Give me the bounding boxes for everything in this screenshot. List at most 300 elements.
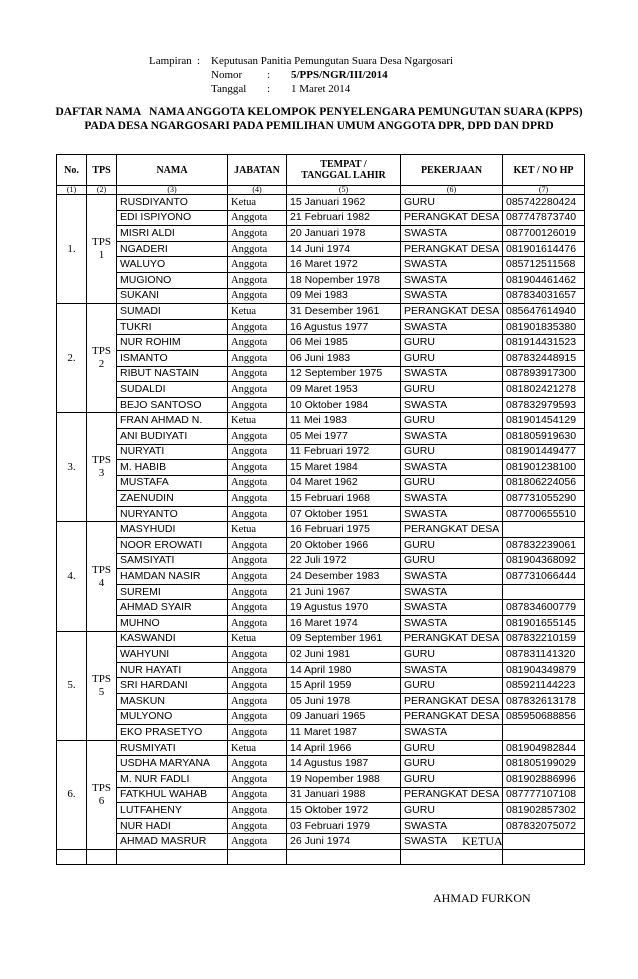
header-tempat: TEMPAT / bbox=[320, 159, 367, 170]
member-name: ISMANTO bbox=[117, 350, 228, 366]
table-row bbox=[57, 195, 585, 211]
member-pekerjaan: SWASTA bbox=[401, 460, 503, 476]
member-phone bbox=[503, 522, 585, 538]
member-pekerjaan: SWASTA bbox=[401, 569, 503, 585]
member-phone bbox=[503, 584, 585, 600]
member-pekerjaan: PERANGKAT DESA bbox=[401, 631, 503, 647]
signature-role: KETUA bbox=[462, 834, 503, 848]
member-birth: 24 Desember 1983 bbox=[287, 569, 401, 585]
table-row bbox=[57, 662, 585, 678]
member-name: SAMSIYATI bbox=[117, 553, 228, 569]
header-tanggal-lahir: TANGGAL LAHIR bbox=[301, 170, 386, 181]
member-name: AHMAD MASRUR bbox=[117, 834, 228, 850]
member-name: WALUYO bbox=[117, 257, 228, 273]
member-birth: 05 Juni 1978 bbox=[287, 694, 401, 710]
member-birth: 05 Mei 1977 bbox=[287, 428, 401, 444]
member-name: MISRI ALDI bbox=[117, 226, 228, 242]
table-row bbox=[57, 678, 585, 694]
member-jabatan: Anggota bbox=[228, 428, 287, 444]
member-jabatan: Anggota bbox=[228, 366, 287, 382]
tps-cell bbox=[87, 413, 117, 522]
member-phone: 081901655145 bbox=[503, 616, 585, 632]
tanggal-value: 1 Maret 2014 bbox=[291, 83, 351, 95]
member-birth: 06 Mei 1985 bbox=[287, 335, 401, 351]
empty-cell bbox=[117, 849, 228, 864]
table-row bbox=[57, 740, 585, 756]
table-body bbox=[57, 195, 585, 865]
member-jabatan: Ketua bbox=[228, 195, 287, 211]
member-birth: 09 Mei 1983 bbox=[287, 288, 401, 304]
header-tps: TPS bbox=[87, 155, 117, 186]
member-phone: 081901449477 bbox=[503, 444, 585, 460]
group-number: 6. bbox=[57, 740, 87, 849]
member-jabatan: Anggota bbox=[228, 662, 287, 678]
table-row bbox=[57, 272, 585, 288]
member-pekerjaan: PERANGKAT DESA bbox=[401, 241, 503, 257]
table-row bbox=[57, 428, 585, 444]
heading-line-2: PADA DESA NGARGOSARI PADA PEMILIHAN UMUM ANGGOTA DPR, DPD DAN DPRD bbox=[84, 120, 554, 132]
member-pekerjaan: SWASTA bbox=[401, 366, 503, 382]
member-phone: 087832075072 bbox=[503, 818, 585, 834]
table-row bbox=[57, 803, 585, 819]
table-row bbox=[57, 756, 585, 772]
member-jabatan: Anggota bbox=[228, 818, 287, 834]
lampiran-colon: : bbox=[197, 55, 201, 67]
member-name: FATKHUL WAHAB bbox=[117, 787, 228, 803]
table-row bbox=[57, 600, 585, 616]
table-row bbox=[57, 491, 585, 507]
member-phone: 081802421278 bbox=[503, 382, 585, 398]
table-row bbox=[57, 335, 585, 351]
member-birth: 16 Maret 1972 bbox=[287, 257, 401, 273]
member-phone: 081901454129 bbox=[503, 413, 585, 429]
member-jabatan: Anggota bbox=[228, 382, 287, 398]
tps-number: 5 bbox=[98, 685, 105, 698]
member-phone: 085950688856 bbox=[503, 709, 585, 725]
member-birth: 02 Juni 1981 bbox=[287, 647, 401, 663]
member-pekerjaan: PERANGKAT DESA bbox=[401, 522, 503, 538]
member-name: M. HABIB bbox=[117, 460, 228, 476]
member-phone: 087747873740 bbox=[503, 210, 585, 226]
member-birth: 11 Februari 1972 bbox=[287, 444, 401, 460]
member-name: KASWANDI bbox=[117, 631, 228, 647]
col-num-4: (4) bbox=[228, 186, 287, 195]
member-pekerjaan: SWASTA bbox=[401, 662, 503, 678]
tps-number: 2 bbox=[98, 358, 105, 371]
member-pekerjaan: PERANGKAT DESA bbox=[401, 787, 503, 803]
member-jabatan: Ketua bbox=[228, 740, 287, 756]
table-row bbox=[57, 631, 585, 647]
member-jabatan: Anggota bbox=[228, 725, 287, 741]
header-tempat-tanggal-lahir bbox=[287, 155, 401, 186]
tps-label: TPS bbox=[92, 454, 111, 467]
table-row bbox=[57, 584, 585, 600]
member-phone: 081904368092 bbox=[503, 553, 585, 569]
table-row bbox=[57, 553, 585, 569]
member-phone: 081901835380 bbox=[503, 319, 585, 335]
member-name: MASKUN bbox=[117, 694, 228, 710]
table-row bbox=[57, 304, 585, 320]
member-pekerjaan: PERANGKAT DESA bbox=[401, 709, 503, 725]
table-row bbox=[57, 647, 585, 663]
member-jabatan: Anggota bbox=[228, 569, 287, 585]
member-phone: 087831141320 bbox=[503, 647, 585, 663]
member-name: NUR ROHIM bbox=[117, 335, 228, 351]
member-jabatan: Anggota bbox=[228, 694, 287, 710]
table-row bbox=[57, 397, 585, 413]
member-birth: 16 Agustus 1977 bbox=[287, 319, 401, 335]
member-name: NOOR EROWATI bbox=[117, 538, 228, 554]
member-jabatan: Anggota bbox=[228, 771, 287, 787]
member-jabatan: Anggota bbox=[228, 803, 287, 819]
table-row bbox=[57, 319, 585, 335]
col-num-6: (6) bbox=[401, 186, 503, 195]
tanggal-colon: : bbox=[267, 83, 271, 95]
header-ket-no-hp: KET / NO HP bbox=[503, 155, 585, 186]
member-jabatan: Anggota bbox=[228, 460, 287, 476]
col-num-1: (1) bbox=[57, 186, 87, 195]
member-jabatan: Anggota bbox=[228, 787, 287, 803]
member-jabatan: Anggota bbox=[228, 584, 287, 600]
tps-cell bbox=[87, 740, 117, 849]
member-birth: 14 April 1980 bbox=[287, 662, 401, 678]
member-pekerjaan: PERANGKAT DESA bbox=[401, 210, 503, 226]
member-phone: 087700126019 bbox=[503, 226, 585, 242]
tps-label: TPS bbox=[92, 345, 111, 358]
table-row bbox=[57, 257, 585, 273]
member-jabatan: Anggota bbox=[228, 491, 287, 507]
member-jabatan: Anggota bbox=[228, 257, 287, 273]
member-jabatan: Anggota bbox=[228, 210, 287, 226]
tps-number: 3 bbox=[98, 467, 105, 480]
member-jabatan: Anggota bbox=[228, 553, 287, 569]
member-pekerjaan: SWASTA bbox=[401, 319, 503, 335]
member-pekerjaan: SWASTA bbox=[401, 288, 503, 304]
member-name: NUR HAYATI bbox=[117, 662, 228, 678]
empty-row bbox=[57, 849, 585, 864]
nomor-label: Nomor bbox=[211, 69, 243, 81]
member-pekerjaan: GURU bbox=[401, 350, 503, 366]
member-phone: 087832613178 bbox=[503, 694, 585, 710]
table-row bbox=[57, 366, 585, 382]
nomor-value: 5/PPS/NGR/III/2014 bbox=[291, 69, 388, 81]
member-phone: 087832448915 bbox=[503, 350, 585, 366]
member-pekerjaan: SWASTA bbox=[401, 616, 503, 632]
member-name: MASYHUDI bbox=[117, 522, 228, 538]
member-phone: 081805919630 bbox=[503, 428, 585, 444]
member-pekerjaan: SWASTA bbox=[401, 226, 503, 242]
member-pekerjaan: GURU bbox=[401, 803, 503, 819]
table-row bbox=[57, 460, 585, 476]
member-jabatan: Anggota bbox=[228, 538, 287, 554]
member-birth: 26 Juni 1974 bbox=[287, 834, 401, 850]
member-name: ZAENUDIN bbox=[117, 491, 228, 507]
member-pekerjaan: SWASTA bbox=[401, 397, 503, 413]
member-birth: 07 Oktober 1951 bbox=[287, 506, 401, 522]
tps-label: TPS bbox=[92, 781, 111, 794]
member-phone: 081901238100 bbox=[503, 460, 585, 476]
group-number: 1. bbox=[57, 195, 87, 304]
table-row bbox=[57, 787, 585, 803]
member-phone: 085712511568 bbox=[503, 257, 585, 273]
member-phone: 087832210159 bbox=[503, 631, 585, 647]
tps-cell bbox=[87, 195, 117, 304]
member-pekerjaan: SWASTA bbox=[401, 600, 503, 616]
empty-cell bbox=[287, 849, 401, 864]
empty-cell bbox=[87, 849, 117, 864]
table-row bbox=[57, 538, 585, 554]
member-birth: 22 Juli 1972 bbox=[287, 553, 401, 569]
member-pekerjaan: PERANGKAT DESA bbox=[401, 694, 503, 710]
member-birth: 10 Oktober 1984 bbox=[287, 397, 401, 413]
member-jabatan: Anggota bbox=[228, 272, 287, 288]
member-phone: 087731055290 bbox=[503, 491, 585, 507]
tps-cell bbox=[87, 304, 117, 413]
member-pekerjaan: SWASTA bbox=[401, 584, 503, 600]
empty-cell bbox=[401, 849, 503, 864]
member-birth: 31 Desember 1961 bbox=[287, 304, 401, 320]
member-jabatan: Anggota bbox=[228, 226, 287, 242]
empty-cell bbox=[503, 849, 585, 864]
table-row bbox=[57, 771, 585, 787]
member-name: NURYANTO bbox=[117, 506, 228, 522]
member-birth: 15 Januari 1962 bbox=[287, 195, 401, 211]
member-name: MUHNO bbox=[117, 616, 228, 632]
table-row bbox=[57, 413, 585, 429]
member-pekerjaan: GURU bbox=[401, 195, 503, 211]
lampiran-label: Lampiran bbox=[149, 55, 192, 67]
member-phone: 081914431523 bbox=[503, 335, 585, 351]
member-name: MUGIONO bbox=[117, 272, 228, 288]
table-row bbox=[57, 288, 585, 304]
member-name: RIBUT NASTAIN bbox=[117, 366, 228, 382]
table-row bbox=[57, 725, 585, 741]
lampiran-block bbox=[149, 54, 453, 96]
member-phone: 081902857302 bbox=[503, 803, 585, 819]
kpps-table bbox=[56, 154, 585, 865]
table-row bbox=[57, 382, 585, 398]
member-phone: 085647614940 bbox=[503, 304, 585, 320]
member-name: SUDALDI bbox=[117, 382, 228, 398]
col-num-7: (7) bbox=[503, 186, 585, 195]
group-number: 5. bbox=[57, 631, 87, 740]
member-phone: 087893917300 bbox=[503, 366, 585, 382]
table-row bbox=[57, 210, 585, 226]
col-num-2: (2) bbox=[87, 186, 117, 195]
member-name: USDHA MARYANA bbox=[117, 756, 228, 772]
member-birth: 15 April 1959 bbox=[287, 678, 401, 694]
member-name: SUMADI bbox=[117, 304, 228, 320]
col-num-3: (3) bbox=[117, 186, 228, 195]
member-name: EDI ISPIYONO bbox=[117, 210, 228, 226]
tps-number: 4 bbox=[98, 576, 105, 589]
table-row bbox=[57, 522, 585, 538]
header-pekerjaan: PEKERJAAN bbox=[401, 155, 503, 186]
table-row bbox=[57, 694, 585, 710]
member-birth: 04 Maret 1962 bbox=[287, 475, 401, 491]
member-birth: 20 Januari 1978 bbox=[287, 226, 401, 242]
member-name: LUTFAHENY bbox=[117, 803, 228, 819]
empty-cell bbox=[57, 849, 87, 864]
member-name: SUKANI bbox=[117, 288, 228, 304]
tps-cell bbox=[87, 522, 117, 631]
table-row bbox=[57, 475, 585, 491]
header-nama: NAMA bbox=[117, 155, 228, 186]
member-phone: 085742280424 bbox=[503, 195, 585, 211]
table-row bbox=[57, 506, 585, 522]
member-pekerjaan: GURU bbox=[401, 553, 503, 569]
document-heading bbox=[0, 105, 638, 133]
table-row bbox=[57, 226, 585, 242]
table-row bbox=[57, 834, 585, 850]
member-pekerjaan: GURU bbox=[401, 647, 503, 663]
member-birth: 14 Juni 1974 bbox=[287, 241, 401, 257]
tps-number: 6 bbox=[98, 794, 105, 807]
member-birth: 12 September 1975 bbox=[287, 366, 401, 382]
member-birth: 21 Juni 1967 bbox=[287, 584, 401, 600]
member-name: RUSMIYATI bbox=[117, 740, 228, 756]
member-phone: 081904349879 bbox=[503, 662, 585, 678]
member-pekerjaan: SWASTA bbox=[401, 725, 503, 741]
member-name: ANI BUDIYATI bbox=[117, 428, 228, 444]
member-birth: 31 Januari 1988 bbox=[287, 787, 401, 803]
member-name: RUSDIYANTO bbox=[117, 195, 228, 211]
tps-cell bbox=[87, 631, 117, 740]
member-name: AHMAD SYAIR bbox=[117, 600, 228, 616]
member-birth: 15 Oktober 1972 bbox=[287, 803, 401, 819]
member-name: MUSTAFA bbox=[117, 475, 228, 491]
member-name: NGADERI bbox=[117, 241, 228, 257]
member-pekerjaan: GURU bbox=[401, 756, 503, 772]
member-jabatan: Anggota bbox=[228, 444, 287, 460]
member-pekerjaan: SWASTA bbox=[401, 272, 503, 288]
member-jabatan: Ketua bbox=[228, 631, 287, 647]
member-birth: 16 Maret 1974 bbox=[287, 616, 401, 632]
member-birth: 14 April 1966 bbox=[287, 740, 401, 756]
member-birth: 18 Nopember 1978 bbox=[287, 272, 401, 288]
member-jabatan: Ketua bbox=[228, 304, 287, 320]
member-birth: 09 September 1961 bbox=[287, 631, 401, 647]
table-row bbox=[57, 818, 585, 834]
table-row bbox=[57, 616, 585, 632]
member-jabatan: Anggota bbox=[228, 506, 287, 522]
member-name: MULYONO bbox=[117, 709, 228, 725]
member-pekerjaan: GURU bbox=[401, 771, 503, 787]
member-jabatan: Anggota bbox=[228, 600, 287, 616]
member-phone: 087832979593 bbox=[503, 397, 585, 413]
tps-label: TPS bbox=[92, 672, 111, 685]
group-number: 2. bbox=[57, 304, 87, 413]
member-phone: 081806224056 bbox=[503, 475, 585, 491]
member-birth: 16 Februari 1975 bbox=[287, 522, 401, 538]
member-phone: 087777107108 bbox=[503, 787, 585, 803]
member-jabatan: Anggota bbox=[228, 616, 287, 632]
empty-cell bbox=[228, 849, 287, 864]
member-jabatan: Anggota bbox=[228, 756, 287, 772]
member-birth: 15 Maret 1984 bbox=[287, 460, 401, 476]
member-pekerjaan: PERANGKAT DESA bbox=[401, 304, 503, 320]
member-phone: 087700655510 bbox=[503, 506, 585, 522]
col-num-5: (5) bbox=[287, 186, 401, 195]
member-jabatan: Anggota bbox=[228, 709, 287, 725]
tps-label: TPS bbox=[92, 563, 111, 576]
member-pekerjaan: SWASTA bbox=[401, 491, 503, 507]
tanggal-label: Tanggal bbox=[211, 83, 247, 95]
member-pekerjaan: SWASTA bbox=[401, 818, 503, 834]
member-name: WAHYUNI bbox=[117, 647, 228, 663]
member-name: SRI HARDANI bbox=[117, 678, 228, 694]
member-name: NURYATI bbox=[117, 444, 228, 460]
tps-number: 1 bbox=[98, 249, 105, 262]
member-birth: 15 Februari 1968 bbox=[287, 491, 401, 507]
member-birth: 21 Februari 1982 bbox=[287, 210, 401, 226]
header-no: No. bbox=[57, 155, 87, 186]
member-phone: 081901614476 bbox=[503, 241, 585, 257]
member-phone: 081904461462 bbox=[503, 272, 585, 288]
member-jabatan: Anggota bbox=[228, 834, 287, 850]
member-name: M. NUR FADLI bbox=[117, 771, 228, 787]
member-phone: 081902886996 bbox=[503, 771, 585, 787]
member-phone: 081904982844 bbox=[503, 740, 585, 756]
member-phone: 085921144223 bbox=[503, 678, 585, 694]
member-birth: 11 Maret 1987 bbox=[287, 725, 401, 741]
table-row bbox=[57, 444, 585, 460]
member-phone: 087834600779 bbox=[503, 600, 585, 616]
member-jabatan: Anggota bbox=[228, 319, 287, 335]
member-pekerjaan: SWASTA bbox=[401, 834, 503, 850]
nomor-colon: : bbox=[267, 69, 271, 81]
member-phone: 087832239061 bbox=[503, 538, 585, 554]
member-phone: 087731066444 bbox=[503, 569, 585, 585]
table-row bbox=[57, 709, 585, 725]
member-name: SUREMI bbox=[117, 584, 228, 600]
member-jabatan: Anggota bbox=[228, 475, 287, 491]
member-phone bbox=[503, 725, 585, 741]
tps-label: TPS bbox=[92, 236, 111, 249]
member-name: NUR HADI bbox=[117, 818, 228, 834]
member-jabatan: Anggota bbox=[228, 397, 287, 413]
member-pekerjaan: SWASTA bbox=[401, 428, 503, 444]
member-birth: 03 Februari 1979 bbox=[287, 818, 401, 834]
table-row bbox=[57, 350, 585, 366]
member-jabatan: Ketua bbox=[228, 522, 287, 538]
member-pekerjaan: GURU bbox=[401, 444, 503, 460]
member-phone: 081805199029 bbox=[503, 756, 585, 772]
member-pekerjaan: SWASTA bbox=[401, 506, 503, 522]
member-birth: 09 Januari 1965 bbox=[287, 709, 401, 725]
member-pekerjaan: SWASTA bbox=[401, 257, 503, 273]
member-jabatan: Anggota bbox=[228, 241, 287, 257]
member-name: FRAN AHMAD N. bbox=[117, 413, 228, 429]
member-birth: 20 Oktober 1966 bbox=[287, 538, 401, 554]
member-name: TUKRI bbox=[117, 319, 228, 335]
group-number: 4. bbox=[57, 522, 87, 631]
group-number: 3. bbox=[57, 413, 87, 522]
member-pekerjaan: GURU bbox=[401, 538, 503, 554]
member-pekerjaan: GURU bbox=[401, 740, 503, 756]
member-birth: 14 Agustus 1987 bbox=[287, 756, 401, 772]
member-birth: 19 Nopember 1988 bbox=[287, 771, 401, 787]
member-name: HAMDAN NASIR bbox=[117, 569, 228, 585]
member-pekerjaan: GURU bbox=[401, 475, 503, 491]
member-jabatan: Anggota bbox=[228, 350, 287, 366]
member-birth: 06 Juni 1983 bbox=[287, 350, 401, 366]
heading-line-1: DAFTAR NAMA NAMA ANGGOTA KELOMPOK PENYELENGARA PEMUNGUTAN SUARA (KPPS) bbox=[55, 106, 583, 118]
member-pekerjaan: GURU bbox=[401, 413, 503, 429]
member-pekerjaan: GURU bbox=[401, 382, 503, 398]
table-row bbox=[57, 569, 585, 585]
member-pekerjaan: GURU bbox=[401, 678, 503, 694]
